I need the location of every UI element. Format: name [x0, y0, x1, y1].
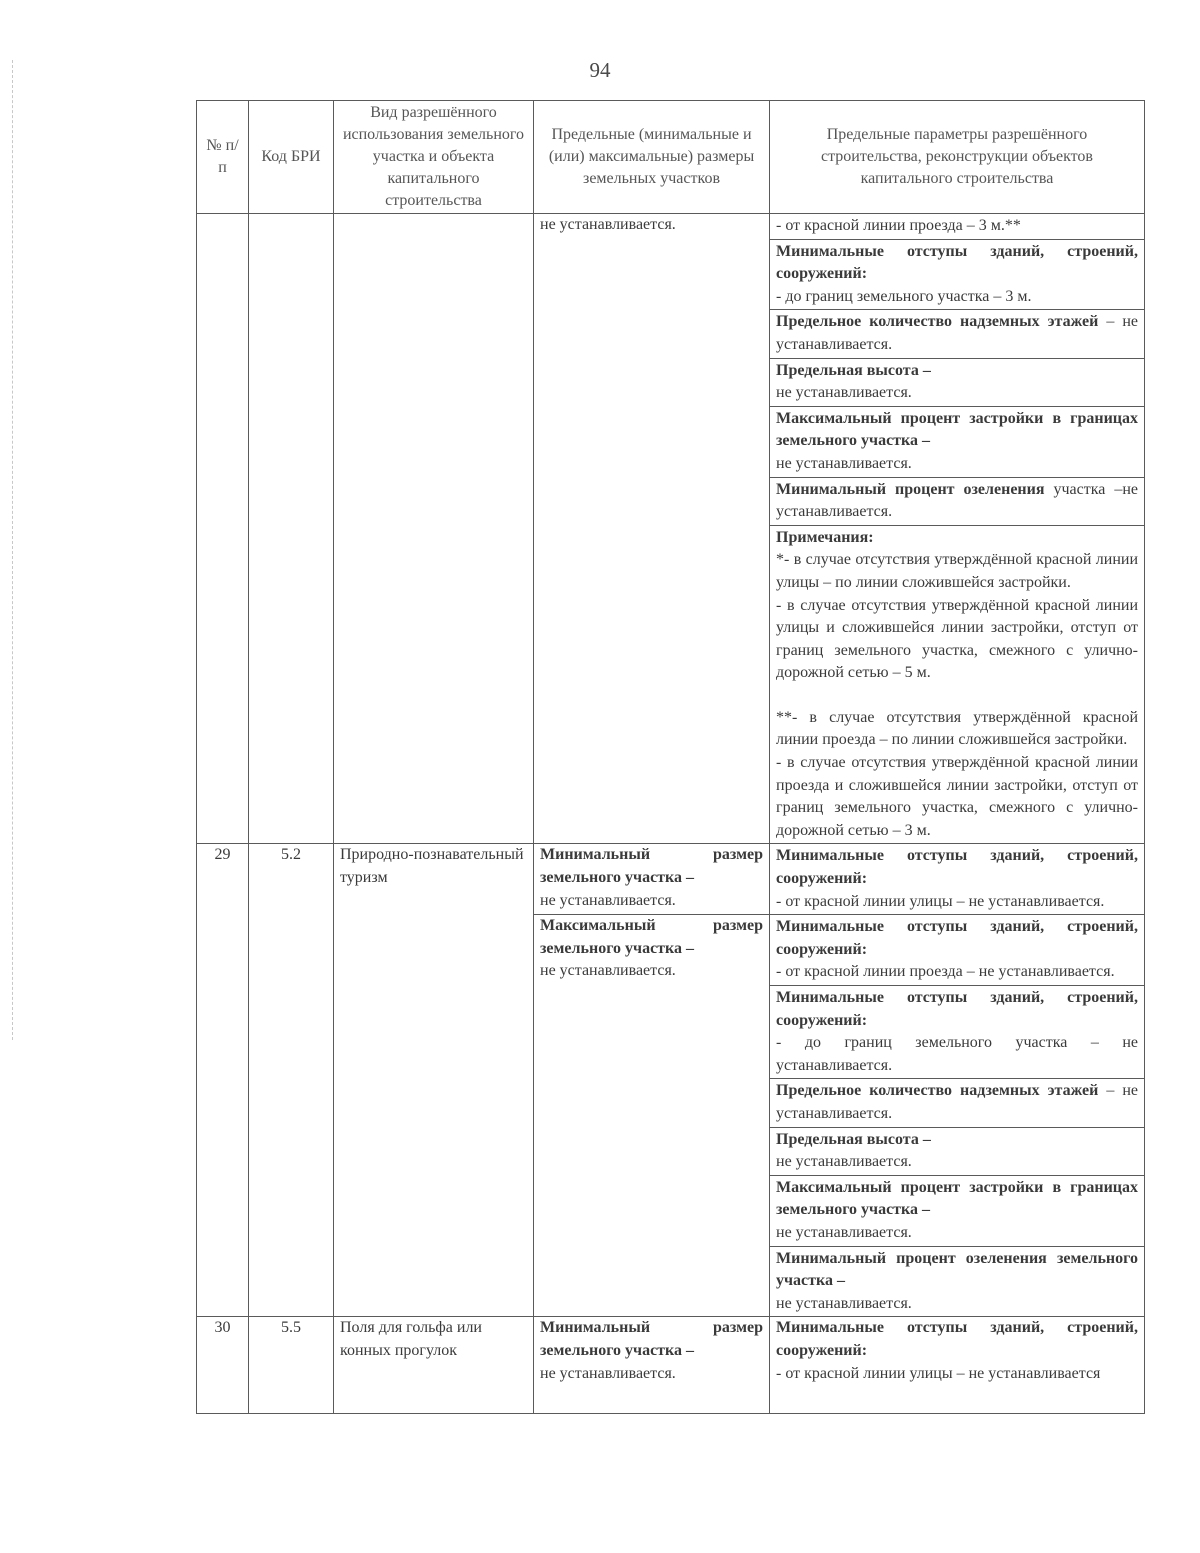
scan-margin-line: [12, 60, 13, 1040]
param-block: [770, 1078, 1144, 1126]
cell-num: [197, 214, 249, 844]
param-block: [770, 985, 1144, 1078]
cell-params: [770, 214, 1145, 844]
max-size-label: Максимальный размер земельного участка –: [540, 917, 763, 957]
cell-code: 5.2: [249, 844, 334, 1317]
min-size-label: Минимальный размер земельного участка –: [540, 1319, 763, 1359]
param-value: не устанавливается.: [776, 1294, 912, 1312]
note-3: **- в случае отсутствия утверждённой красной линии проезда – по линии сложившейся застройки.: [776, 708, 1138, 749]
param-label: Максимальный процент застройки в границах земельного участка –: [776, 1178, 1138, 1219]
param-label: Предельное количество надземных этажей: [776, 1082, 1099, 1100]
table-row: [197, 214, 1145, 844]
param-value: – не устанавливается.: [776, 1082, 1138, 1122]
param-label: Минимальные отступы зданий, строений, сооружений:: [776, 847, 1138, 888]
header-num: № п/п: [197, 101, 249, 214]
min-size-label: Минимальный размер земельного участка –: [540, 846, 763, 887]
param-label: Предельная высота –: [776, 1130, 931, 1148]
param-value: - от красной линии улицы – не устанавливается: [776, 1364, 1101, 1382]
notes-title: Примечания:: [776, 528, 874, 546]
param-value: не устанавливается.: [776, 384, 912, 402]
note-1: *- в случае отсутствия утверждённой красной линии улицы – по линии сложившейся застройки.: [776, 551, 1138, 591]
param-value: - до границ земельного участка – не устанавливается.: [776, 1034, 1138, 1074]
cell-params: [770, 844, 1145, 915]
note-2: - в случае отсутствия утверждённой красной линии улицы и сложившейся линии застройки, отступ от границ земельного участка, смежного с улично-дорожной сетью – 5 м.: [776, 596, 1138, 682]
cell-num: 29: [197, 844, 249, 1317]
param-label: Минимальные отступы зданий, строений, сооружений:: [776, 242, 1138, 283]
header-params: Предельные параметры разрешённого строительства, реконструкции объектов капитального строительства: [770, 101, 1145, 214]
cell-code: 5.5: [249, 1317, 334, 1414]
param-label: Минимальные отступы зданий, строений, сооружений:: [776, 989, 1138, 1029]
param-block: [770, 214, 1144, 239]
param-value: - от красной линии проезда – 3 м.**: [776, 217, 1021, 234]
table-row: [197, 1317, 1145, 1414]
param-value: не устанавливается.: [776, 1223, 912, 1241]
max-size-value: не устанавливается.: [540, 962, 676, 980]
param-label: Максимальный процент застройки в границах земельного участка –: [776, 409, 1138, 450]
cell-sizes: [534, 1317, 770, 1414]
min-size-value: не устанавливается.: [540, 891, 676, 909]
param-value: - от красной линии улицы – не устанавливается.: [776, 892, 1105, 910]
cell-params: [770, 1317, 1145, 1414]
table-row: [197, 844, 1145, 915]
param-block: [770, 477, 1144, 525]
param-label: Минимальные отступы зданий, строений, сооружений:: [776, 1319, 1138, 1359]
param-label: Предельная высота –: [776, 361, 931, 379]
param-block: [770, 1175, 1144, 1246]
cell-sizes: не устанавливается.: [534, 214, 770, 844]
header-type: Вид разрешённого использования земельного участка и объекта капитального строительства: [334, 101, 534, 214]
param-value: - от красной линии проезда – не устанавливается.: [776, 963, 1115, 981]
param-block: [770, 358, 1144, 406]
cell-type: Поля для гольфа или конных прогулок: [334, 1317, 534, 1414]
cell-code: [249, 214, 334, 844]
param-value: - до границ земельного участка – 3 м.: [776, 287, 1032, 305]
param-block: [770, 309, 1144, 357]
notes-block: [770, 525, 1144, 844]
param-block: [770, 1127, 1144, 1175]
cell-sizes: [534, 844, 770, 915]
cell-params: [770, 915, 1145, 1317]
param-label: Минимальные отступы зданий, строений, сооружений:: [776, 918, 1138, 958]
param-block: [770, 406, 1144, 477]
param-label: Минимальный процент озеленения: [776, 480, 1045, 498]
param-label: Предельное количество надземных этажей: [776, 313, 1099, 331]
param-block: [770, 239, 1144, 310]
param-label: Минимальный процент озеленения земельного участка –: [776, 1249, 1138, 1290]
cell-sizes: [534, 915, 770, 1317]
table-header-row: [197, 101, 1145, 214]
regulations-table: [196, 100, 1145, 1414]
param-value: – не устанавливается.: [776, 313, 1138, 353]
note-4: - в случае отсутствия утверждённой красной линии проезда и сложившейся линии застройки, отступ от границ земельного участка, смежного с улично-дорожной сетью – 3 м.: [776, 754, 1138, 839]
param-value: не устанавливается.: [776, 454, 912, 472]
cell-type: [334, 214, 534, 844]
header-code: Код БРИ: [249, 101, 334, 214]
param-block: [770, 915, 1144, 985]
header-sizes: Предельные (минимальные и (или) максимальные) размеры земельных участков: [534, 101, 770, 214]
param-value: не устанавливается.: [776, 1153, 912, 1171]
note-spacer: [776, 685, 1138, 707]
cell-num: 30: [197, 1317, 249, 1414]
param-block: [770, 1246, 1144, 1317]
param-value: участка –не устанавливается.: [776, 480, 1138, 521]
page-number: 94: [589, 58, 611, 82]
param-block: [770, 844, 1144, 914]
cell-type: Природно-познавательный туризм: [334, 844, 534, 1317]
min-size-value: не устанавливается.: [540, 1364, 676, 1382]
